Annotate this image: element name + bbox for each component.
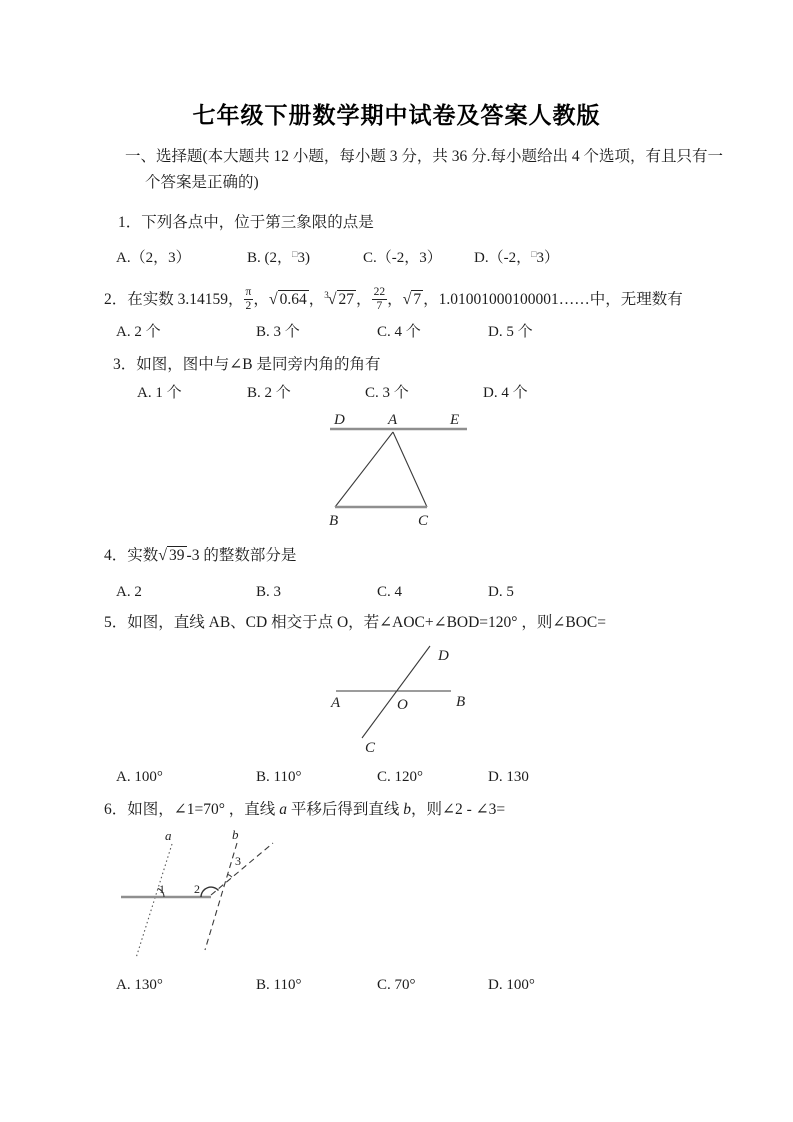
dashed-line-a <box>136 844 172 958</box>
q6-line-b-var: b <box>403 801 411 818</box>
point-label-O: O <box>397 697 408 713</box>
q2-option-a: A. 2 个 <box>116 324 161 340</box>
q6-text-pre: 6．如图，∠1=70° ，直线 <box>104 801 280 818</box>
q2-cbrt-index: 3 <box>324 290 329 300</box>
q2-sep1: ， <box>253 291 269 308</box>
q1-option-d-box-glyph: □ <box>531 249 537 259</box>
q6-option-c: C. 70° <box>377 977 416 993</box>
q2-fraction-pi-over-2 <box>244 286 254 313</box>
q6-text-post: ，则∠2 - ∠3= <box>410 801 506 818</box>
angle-label-2: 2 <box>194 882 200 896</box>
point-label-E: E <box>450 412 460 428</box>
q3-option-d: D. 4 个 <box>483 385 528 401</box>
point-label-C: C <box>418 513 429 529</box>
q4-option-b: B. 3 <box>256 584 282 600</box>
q2-sqrt2-radicand: 7 <box>413 291 422 308</box>
q1-option-d-post: 3） <box>536 250 560 266</box>
q1-option-b-pre: B. (2， <box>247 250 293 266</box>
q2-option-c: C. 4 个 <box>377 324 421 340</box>
q4-sqrt-39 <box>158 546 186 564</box>
q4-option-d: D. 5 <box>488 584 514 600</box>
question-5-text: 5．如图，直线 AB、CD 相交于点 O，若∠AOC+∠BOD=120° ，则∠BOC= <box>104 614 606 631</box>
figure-q6-translation-diagram <box>115 826 295 966</box>
question-2-text <box>104 285 683 313</box>
q1-option-b-post: 3) <box>297 250 310 266</box>
line-CD <box>362 646 430 738</box>
q5-option-a: A. 100° <box>116 769 163 785</box>
q2-fraction-22-over-7 <box>372 286 388 313</box>
point-label-D: D <box>334 412 345 428</box>
dashed-transversal-line <box>211 843 273 895</box>
q2-option-d: D. 5 个 <box>488 324 533 340</box>
angle-label-3: 3 <box>235 854 241 868</box>
q2-text-pre: 2．在实数 3.14159， <box>104 291 244 308</box>
q3-option-c: C. 3 个 <box>365 385 409 401</box>
q5-option-b: B. 110° <box>256 769 302 785</box>
section-intro-line1: 一、选择题(本大题共 12 小题，每小题 3 分，共 36 分.每小题给出 4 个选项，有且只有一 <box>125 148 724 165</box>
q4-text-post: -3 的整数部分是 <box>186 547 297 564</box>
point-label-B: B <box>329 513 339 529</box>
angle-3-arc <box>228 874 232 877</box>
q3-option-b: B. 2 个 <box>247 385 291 401</box>
q6-text-mid: 平移后得到直线 <box>286 801 404 818</box>
q4-option-c: C. 4 <box>377 584 403 600</box>
q1-option-a: A.（2，3） <box>116 250 191 266</box>
q2-cbrt-radicand: 27 <box>338 291 355 308</box>
q1-option-b-box-glyph: □ <box>292 249 298 259</box>
angle-2-arc <box>201 887 219 897</box>
q2-sep3: ， <box>356 291 372 308</box>
q2-sqrt-7 <box>403 290 424 308</box>
question-1-text: 1．下列各点中，位于第三象限的点是 <box>118 214 374 231</box>
q4-text-pre: 4．实数 <box>104 547 159 564</box>
side-AB <box>335 432 393 507</box>
point-label-C: C <box>365 740 376 756</box>
side-AC <box>393 432 427 507</box>
q6-option-b: B. 110° <box>256 977 302 993</box>
figure-q5-intersecting-lines-diagram <box>325 642 475 764</box>
question-6-options <box>0 977 793 998</box>
point-label-D: D <box>438 648 449 664</box>
q3-option-a: A. 1 个 <box>137 385 182 401</box>
question-6-text <box>104 799 505 820</box>
q2-cube-root-27 <box>324 291 356 308</box>
q2-text-post: ，1.01001000100001……中，无理数有 <box>423 291 683 308</box>
angle-label-1: 1 <box>159 882 165 896</box>
question-1-options <box>0 246 793 267</box>
point-label-A: A <box>331 695 341 711</box>
page-title: 七年级下册数学期中试卷及答案人教版 <box>192 103 601 128</box>
q2-option-b: B. 3 个 <box>256 324 300 340</box>
line-label-a: a <box>165 828 172 843</box>
figure-q3-triangle-diagram <box>318 406 478 532</box>
q1-option-d-pre: D.（-2， <box>474 250 532 266</box>
radical-sign: √ <box>158 547 168 564</box>
radical-sign: √ <box>268 291 278 308</box>
q2-sqrt1-radicand: 0.64 <box>279 291 307 308</box>
q1-option-c: C.（-2，3） <box>363 250 442 266</box>
q2-sep2: ， <box>308 291 325 308</box>
q2-frac1-denominator: 2 <box>245 300 252 312</box>
point-label-B: B <box>456 694 466 710</box>
q2-sqrt-0.64 <box>269 290 309 308</box>
q2-frac2-denominator: 7 <box>376 300 383 312</box>
question-3-options <box>0 381 793 402</box>
q6-line-a-var: a <box>279 801 287 818</box>
q4-option-a: A. 2 <box>116 584 142 600</box>
q5-option-c: C. 120° <box>377 769 424 785</box>
section-intro-line2: 个答案是正确的) <box>145 174 259 191</box>
q2-frac2-numerator: 22 <box>373 286 386 299</box>
line-label-b: b <box>232 827 239 842</box>
q4-sqrt-radicand: 39 <box>169 547 185 564</box>
q2-frac1-numerator: π <box>245 286 252 299</box>
radical-sign: √ <box>327 291 337 308</box>
q6-option-a: A. 130° <box>116 977 163 993</box>
q1-option-b <box>247 246 310 267</box>
q2-sep4: ， <box>387 291 403 308</box>
question-4-text <box>104 545 296 566</box>
q6-option-d: D. 100° <box>488 977 535 993</box>
point-label-A: A <box>388 412 398 428</box>
question-3-text: 3．如图，图中与∠B 是同旁内角的角有 <box>113 356 381 373</box>
question-5-options <box>0 769 793 790</box>
radical-sign: √ <box>402 291 412 308</box>
q5-option-d: D. 130 <box>488 769 529 785</box>
q1-option-d <box>474 246 559 267</box>
question-2-options <box>0 320 793 341</box>
question-4-options <box>0 584 793 605</box>
